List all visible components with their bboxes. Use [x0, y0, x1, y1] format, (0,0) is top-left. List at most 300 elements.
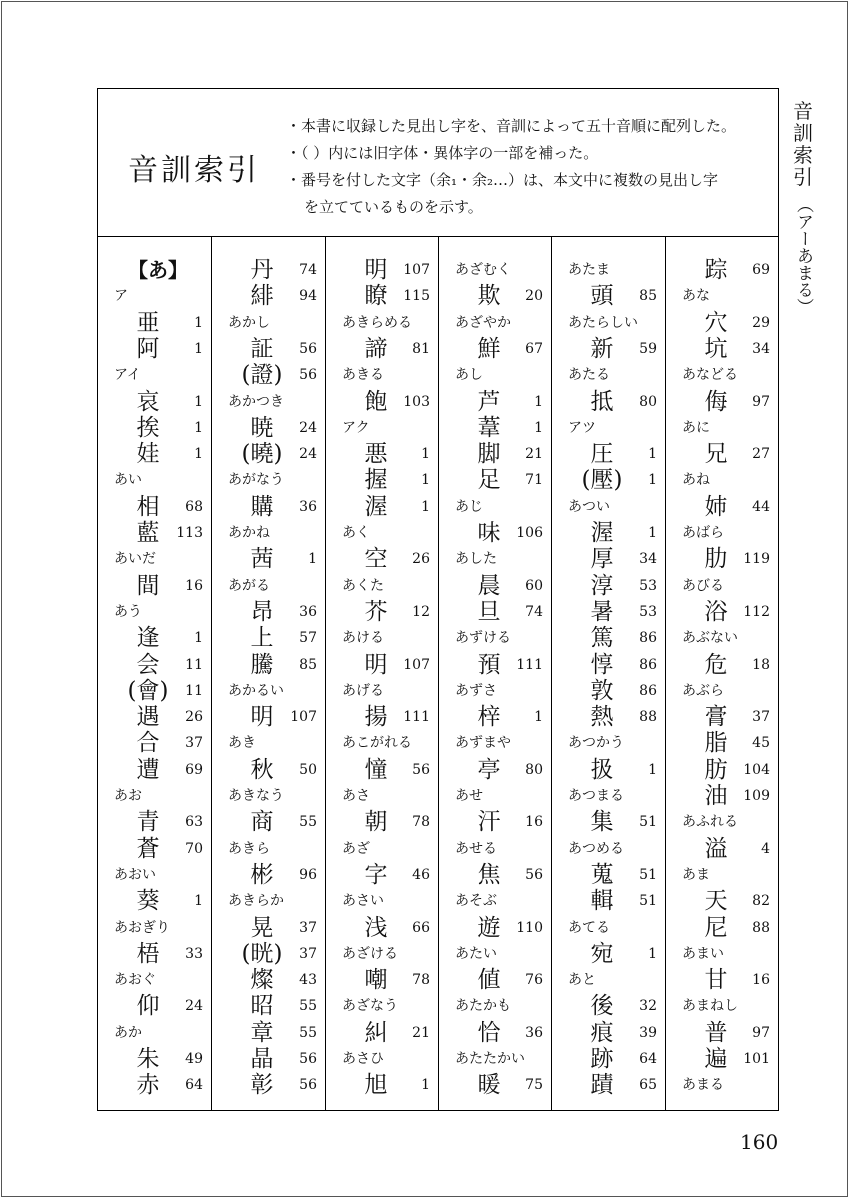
reading-text: あに: [682, 419, 710, 436]
kanji-entry: [439, 704, 551, 730]
kanji-character: 脚: [477, 441, 501, 468]
page-reference: 1: [648, 945, 657, 962]
kanji-character: 坑: [704, 335, 728, 362]
side-label-range: （アーあまる）: [793, 196, 813, 315]
page-reference: 1: [194, 419, 203, 436]
kanji-character: 後: [590, 993, 614, 1020]
reading-label: [212, 310, 325, 336]
kanji-entry: [326, 283, 438, 309]
kanji-entry: [212, 441, 325, 467]
page-reference: 67: [525, 340, 543, 357]
page-reference: 88: [752, 919, 770, 936]
kanji-entry: [98, 441, 211, 467]
page-reference: 43: [299, 972, 317, 989]
kanji-entry: [666, 915, 778, 941]
page-reference: 4: [761, 840, 770, 857]
kanji-entry: [326, 862, 438, 888]
kanji-entry: [98, 415, 211, 441]
kanji-character: 握: [364, 467, 388, 494]
kanji-character: 穴: [704, 309, 728, 336]
reading-label: [98, 915, 211, 941]
kanji-entry: [552, 336, 665, 362]
page-reference: 74: [299, 262, 317, 278]
index-column: [551, 237, 665, 1110]
kanji-character: 暁: [250, 414, 274, 441]
kanji-character: 渥: [364, 493, 388, 520]
kanji-entry: [212, 415, 325, 441]
kanji-entry: [552, 993, 665, 1019]
kanji-entry: [552, 625, 665, 651]
reading-text: あぶら: [682, 682, 724, 699]
reading-label: [326, 625, 438, 651]
kanji-character: 娃: [136, 441, 160, 468]
kanji-character: 預: [477, 651, 501, 678]
kanji-character: 朝: [364, 809, 388, 836]
kanji-entry: [212, 362, 325, 388]
kanji-entry: [439, 415, 551, 441]
kanji-character: 遍: [704, 1046, 728, 1072]
reading-label: [98, 362, 211, 388]
kanji-entry: [439, 573, 551, 599]
kanji-entry: [552, 862, 665, 888]
kanji-entry: [666, 546, 778, 572]
reading-label: [552, 494, 665, 520]
reading-text: あした: [455, 551, 497, 568]
page-reference: 94: [299, 288, 317, 305]
reading-text: あお: [114, 788, 142, 804]
kanji-character: 圧: [590, 441, 614, 468]
kanji-entry: [98, 520, 211, 546]
reading-text: あたい: [455, 945, 497, 962]
kanji-entry: [552, 1046, 665, 1072]
page-reference: 21: [525, 446, 543, 463]
page-reference: 56: [299, 1051, 317, 1067]
kanji-character: 厚: [590, 546, 614, 573]
page-reference: 63: [185, 814, 203, 831]
kanji-entry: [666, 1046, 778, 1072]
page-reference: 12: [412, 603, 430, 620]
page-reference: 115: [403, 288, 430, 305]
reading-label: [326, 573, 438, 599]
page-reference: 1: [421, 498, 430, 515]
reading-label: [98, 967, 211, 993]
kanji-character: 集: [590, 809, 614, 836]
kanji-character: 晃: [250, 914, 274, 941]
kanji-character: 遭: [136, 756, 160, 783]
page-reference: 1: [194, 314, 203, 331]
kanji-entry: [98, 1072, 211, 1098]
page-reference: 103: [403, 393, 430, 410]
page-reference: 1: [194, 446, 203, 463]
reading-text: あつまる: [568, 788, 624, 804]
kanji-character: 葵: [136, 888, 160, 915]
reading-text: あじ: [455, 498, 483, 515]
kanji-entry: [212, 257, 325, 283]
page-reference: 109: [743, 788, 770, 804]
reading-text: あたかも: [455, 998, 511, 1015]
kanji-character: 兄: [704, 441, 728, 468]
reading-text: あきら: [228, 840, 270, 857]
kanji-entry: [439, 520, 551, 546]
reading-label: [212, 467, 325, 493]
reading-label: [552, 783, 665, 809]
kanji-entry: [212, 915, 325, 941]
kanji-character: (會): [127, 677, 169, 704]
reading-label: [326, 520, 438, 546]
reading-label: [552, 836, 665, 862]
kanji-entry: [98, 625, 211, 651]
page-reference: 80: [525, 761, 543, 778]
reading-label: [98, 283, 211, 309]
kanji-entry: [98, 730, 211, 756]
reading-label: [326, 941, 438, 967]
page-reference: 1: [194, 393, 203, 410]
page-reference: 36: [299, 603, 317, 620]
reading-label: [552, 915, 665, 941]
kanji-character: 朱: [136, 1046, 160, 1072]
reading-label: [326, 783, 438, 809]
page-reference: 16: [185, 577, 203, 594]
kanji-character: 彰: [250, 1072, 274, 1099]
kanji-character: 挨: [136, 414, 160, 441]
page-reference: 1: [534, 393, 543, 410]
kanji-character: 膏: [704, 704, 728, 731]
reading-label: [666, 678, 778, 704]
kanji-character: 赤: [136, 1072, 160, 1099]
reading-label: [326, 415, 438, 441]
kanji-entry: [666, 730, 778, 756]
page-reference: 34: [752, 340, 770, 357]
reading-text: あざなう: [342, 998, 398, 1015]
kanji-entry: [666, 441, 778, 467]
kanji-entry: [326, 257, 438, 283]
kanji-entry: [212, 625, 325, 651]
kanji-character: 味: [477, 520, 501, 546]
reading-label: [666, 467, 778, 493]
reading-text: あずまや: [455, 735, 511, 752]
note-line: ・（ ）内には旧字体・異体字の一部を補った。: [286, 144, 599, 162]
kanji-entry: [212, 1046, 325, 1072]
kanji-entry: [326, 809, 438, 835]
page-reference: 1: [534, 419, 543, 436]
kanji-character: 浅: [364, 914, 388, 941]
page-reference: 69: [185, 761, 203, 778]
kanji-entry: [666, 836, 778, 862]
kanji-character: 篤: [590, 625, 614, 652]
kanji-entry: [552, 678, 665, 704]
page-reference: 107: [290, 709, 317, 726]
page-reference: 66: [412, 919, 430, 936]
kanji-character: 茜: [250, 546, 274, 573]
kanji-entry: [98, 494, 211, 520]
kanji-entry: [212, 652, 325, 678]
page-reference: 119: [743, 551, 770, 568]
kanji-character: 憧: [364, 756, 388, 783]
reading-text: あかね: [228, 525, 270, 541]
kanji-entry: [552, 1072, 665, 1098]
kanji-entry: [326, 546, 438, 572]
kanji-character: 明: [364, 257, 388, 283]
reading-text: あがる: [228, 577, 270, 594]
kanji-entry: [212, 1020, 325, 1046]
page-reference: 56: [299, 367, 317, 384]
kanji-entry: [439, 915, 551, 941]
reading-text: あと: [568, 972, 596, 989]
kanji-entry: [552, 941, 665, 967]
kanji-character: 肋: [704, 546, 728, 573]
kanji-character: 明: [250, 704, 274, 731]
kanji-character: 商: [250, 809, 274, 836]
page-reference: 1: [308, 551, 317, 568]
page-reference: 1: [648, 446, 657, 463]
reading-text: あたたかい: [455, 1051, 525, 1067]
reading-label: [326, 993, 438, 1019]
reading-label: [439, 678, 551, 704]
kanji-entry: [326, 757, 438, 783]
kanji-character: 晶: [250, 1046, 274, 1072]
kanji-entry: [666, 967, 778, 993]
page-reference: 24: [185, 998, 203, 1015]
page-reference: 11: [185, 682, 203, 699]
kanji-character: 遊: [477, 914, 501, 941]
reading-text: あこがれる: [342, 735, 412, 752]
kanji-character: 足: [477, 467, 501, 494]
reading-text: あき: [228, 735, 256, 752]
page-reference: 56: [299, 1077, 317, 1094]
reading-label: [212, 730, 325, 756]
kanji-entry: [439, 652, 551, 678]
page-reference: 36: [299, 498, 317, 515]
kanji-character: 燦: [250, 967, 274, 994]
page-reference: 110: [516, 919, 543, 936]
page-reference: 56: [299, 340, 317, 357]
page-reference: 51: [639, 893, 657, 910]
kanji-character: 合: [136, 730, 160, 757]
reading-text: あかし: [228, 314, 270, 331]
reading-label: [98, 862, 211, 888]
index-frame: [97, 88, 779, 1111]
kanji-entry: [552, 888, 665, 914]
reading-label: [439, 993, 551, 1019]
reading-text: あつめる: [568, 840, 624, 857]
kanji-entry: [552, 757, 665, 783]
kanji-character: 証: [250, 335, 274, 362]
reading-text: あまい: [682, 945, 724, 962]
kanji-entry: [666, 494, 778, 520]
kanji-entry: [212, 967, 325, 993]
kanji-entry: [552, 599, 665, 625]
page-reference: 33: [185, 945, 203, 962]
reading-label: [552, 257, 665, 283]
kanji-character: 昭: [250, 993, 274, 1020]
page-reference: 49: [185, 1051, 203, 1067]
reading-text: あびる: [682, 577, 724, 594]
reading-text: あおい: [114, 866, 156, 883]
reading-label: [666, 862, 778, 888]
kanji-entry: [439, 283, 551, 309]
reading-text: あせる: [455, 840, 497, 857]
reading-text: あずさ: [455, 682, 497, 699]
kanji-character: 昂: [250, 598, 274, 625]
page-reference: 53: [639, 577, 657, 594]
reading-text: あたる: [568, 367, 610, 384]
kanji-character: 葦: [477, 414, 501, 441]
reading-label: [98, 599, 211, 625]
kanji-entry: [666, 1020, 778, 1046]
kanji-character: 仰: [136, 993, 160, 1020]
page-reference: 68: [185, 498, 203, 515]
page-reference: 112: [743, 603, 770, 620]
reading-label: [666, 283, 778, 309]
kanji-character: 芥: [364, 598, 388, 625]
kanji-entry: [439, 467, 551, 493]
kanji-character: 油: [704, 783, 728, 809]
page-reference: 20: [525, 288, 543, 305]
reading-text: あばら: [682, 525, 724, 541]
page-reference: 82: [752, 893, 770, 910]
reading-text: あせ: [455, 788, 483, 804]
reading-label: [666, 415, 778, 441]
kanji-character: (壓): [581, 467, 623, 494]
reading-label: [98, 546, 211, 572]
reading-label: [552, 310, 665, 336]
page-reference: 69: [752, 262, 770, 278]
page-reference: 37: [299, 945, 317, 962]
kanji-character: 亜: [136, 309, 160, 336]
side-label-main: 音 訓 索 引: [793, 99, 813, 189]
reading-label: [666, 941, 778, 967]
kanji-character: 間: [136, 572, 160, 599]
reading-text: あける: [342, 630, 384, 647]
kanji-character: 明: [364, 651, 388, 678]
kanji-character: 溢: [704, 835, 728, 862]
kanji-entry: [552, 704, 665, 730]
kanji-character: 惇: [590, 651, 614, 678]
kanji-entry: [666, 599, 778, 625]
reading-text: あきらか: [228, 893, 284, 910]
kanji-character: 宛: [590, 940, 614, 967]
kanji-character: 姉: [704, 493, 728, 520]
kanji-character: 蒼: [136, 835, 160, 862]
kanji-character: 値: [477, 967, 501, 994]
reading-text: あいだ: [114, 551, 156, 568]
page-reference: 16: [752, 972, 770, 989]
kanji-entry: [326, 441, 438, 467]
reading-text: アツ: [568, 419, 596, 436]
kanji-entry: [212, 599, 325, 625]
kanji-character: 危: [704, 651, 728, 678]
reading-label: [666, 520, 778, 546]
kanji-character: 章: [250, 1019, 274, 1046]
reading-label: [326, 730, 438, 756]
kanji-character: 飽: [364, 388, 388, 415]
kanji-entry: [212, 336, 325, 362]
reading-text: あおぎり: [114, 919, 170, 936]
reading-text: あまねし: [682, 998, 738, 1015]
reading-label: [326, 678, 438, 704]
kanji-entry: [326, 336, 438, 362]
reading-text: あぶない: [682, 630, 738, 647]
index-column: [325, 237, 438, 1110]
kanji-character: 熱: [590, 704, 614, 731]
kanji-entry: [666, 652, 778, 678]
kanji-entry: [666, 336, 778, 362]
page-reference: 50: [299, 761, 317, 778]
page-reference: 1: [194, 340, 203, 357]
kanji-entry: [666, 757, 778, 783]
kanji-entry: [666, 783, 778, 809]
reading-label: [666, 625, 778, 651]
kanji-entry: [98, 941, 211, 967]
page-reference: 24: [299, 446, 317, 463]
kanji-character: 扱: [590, 756, 614, 783]
page-reference: 32: [639, 998, 657, 1015]
kanji-entry: [98, 809, 211, 835]
page-reference: 111: [403, 709, 430, 726]
reading-text: ア: [114, 288, 128, 305]
reading-label: [212, 783, 325, 809]
page-reference: 37: [752, 709, 770, 726]
reading-label: [439, 730, 551, 756]
kanji-character: 丹: [250, 257, 274, 283]
reading-label: [439, 888, 551, 914]
reading-text: あなどる: [682, 367, 738, 384]
reading-label: [666, 362, 778, 388]
kanji-entry: [326, 389, 438, 415]
kanji-character: 瞭: [364, 283, 388, 310]
kanji-entry: [552, 389, 665, 415]
kanji-character: (晄): [241, 940, 283, 967]
page-reference: 106: [516, 525, 543, 541]
kanji-character: 逢: [136, 625, 160, 652]
reading-label: [666, 1072, 778, 1098]
page-reference: 78: [412, 972, 430, 989]
kanji-entry: [552, 573, 665, 599]
note-line: ・本書に収録した見出し字を、音訓によって五十音順に配列した。: [286, 117, 737, 135]
reading-text: あてる: [568, 919, 610, 936]
kanji-entry: [98, 1046, 211, 1072]
reading-label: [439, 494, 551, 520]
kanji-character: 天: [704, 888, 728, 915]
kanji-entry: [552, 520, 665, 546]
page-reference: 107: [403, 656, 430, 673]
kanji-character: 梓: [477, 704, 501, 731]
kanji-entry: [212, 993, 325, 1019]
reading-label: [326, 1046, 438, 1072]
kanji-entry: [212, 494, 325, 520]
page-reference: 86: [639, 682, 657, 699]
kanji-character: 浴: [704, 598, 728, 625]
kanji-character: 欺: [477, 283, 501, 310]
reading-text: あげる: [342, 682, 384, 699]
kanji-character: 藍: [136, 520, 160, 546]
kanji-entry: [98, 573, 211, 599]
reading-text: あそぶ: [455, 893, 497, 910]
reading-text: あかつき: [228, 393, 284, 410]
kanji-entry: [666, 389, 778, 415]
kanji-entry: [326, 494, 438, 520]
kanji-entry: [552, 441, 665, 467]
kanji-character: 痕: [590, 1019, 614, 1046]
reading-text: あざむく: [455, 262, 511, 278]
page-reference: 81: [412, 340, 430, 357]
kanji-entry: [552, 1020, 665, 1046]
reading-text: あかるい: [228, 682, 284, 699]
page-reference: 85: [639, 288, 657, 305]
kanji-character: 青: [136, 809, 160, 836]
reading-label: [212, 888, 325, 914]
kanji-character: 鮮: [477, 335, 501, 362]
